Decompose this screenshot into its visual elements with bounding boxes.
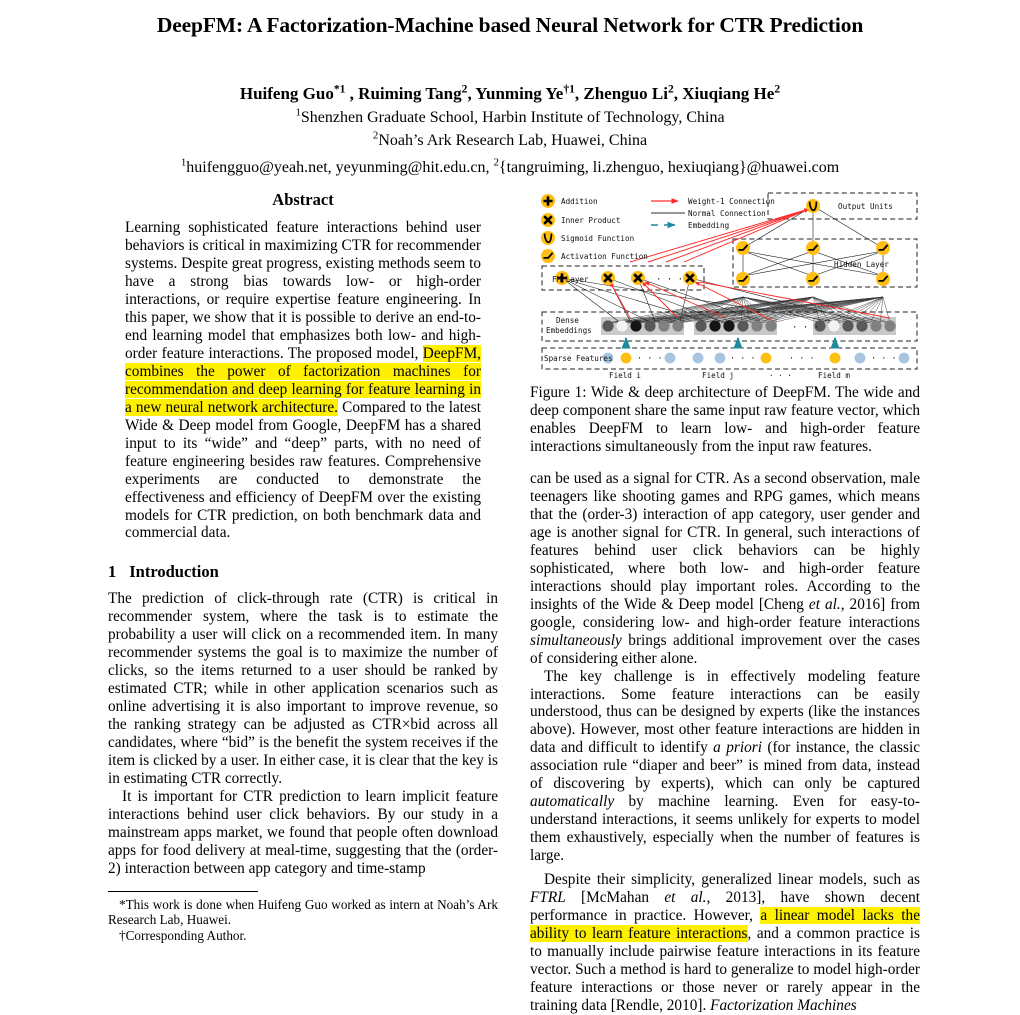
label-fm-layer: FM Layer	[552, 275, 589, 284]
activation-circle-icon	[736, 241, 750, 255]
right-column	[530, 190, 920, 1013]
author-affil-marker: 2	[774, 82, 781, 96]
rp3-italic3: Factorization Machines	[710, 996, 857, 1014]
email-marker: 2	[493, 156, 499, 169]
label-field-m: Field m	[818, 371, 851, 380]
right-paragraph-1	[530, 470, 920, 668]
email-marker: 1	[180, 156, 187, 169]
rp2-c: by machine learning. Even for easy-to-understand interactions, it seems unlikely for experts to model them exhaustively, especially when the number of features is large.	[530, 793, 920, 865]
affil-marker: 1	[295, 106, 301, 119]
section-heading-introduction	[108, 562, 498, 582]
footnote-dagger: †Corresponding Author.	[119, 927, 247, 943]
author-affil-marker: 2	[667, 82, 674, 96]
author-list: Huifeng Guo$^{*1}$ , Ruiming Tang$^2$, Yunming Ye$^{\dagger 1}$, Zhenguo Li$^2$, Xiuqiang He$^2$	[239, 82, 781, 103]
left-column	[108, 190, 498, 1013]
rp2-italic: a priori	[713, 739, 762, 757]
legend-label-inner-product: Inner Product	[561, 216, 621, 225]
footnote-star: *This work is done when Huifeng Guo worked as intern at Noah’s Ark Research Lab, Huawei.	[108, 896, 498, 928]
times-circle-icon	[541, 213, 555, 227]
legend-label-sigmoid: Sigmoid Function	[561, 234, 635, 243]
deepfm-architecture-diagram	[530, 190, 920, 380]
svg-text:· · ·: · · ·	[637, 354, 663, 364]
abstract-highlight: DeepFM, combines the power of factorization machines for recommendation and deep learning for feature learning in a new neural network architecture.	[125, 344, 481, 416]
page-title: DeepFM: A Factorization-Machine based Neural Network for CTR Prediction	[156, 13, 864, 37]
rp3-d: , and a common practice is to manually include pairwise feature interactions in its feature vector. Such a method is hard to generalize to model high-order feature interactions or those never or rarely appear in the training data [Rendle, 2010].	[530, 925, 920, 1014]
author-affil-marker: *1	[333, 82, 346, 96]
author-emails: $^1$huifengguo@yeah.net, yeyunming@hit.edu.cn, $^2${tangruiming, li.zhenguo, hexiuqiang}@huawei.com	[180, 156, 840, 177]
times-circle-icon	[601, 271, 615, 285]
section-title: Introduction	[129, 562, 219, 582]
right-paragraph-3	[530, 871, 920, 1015]
label-output-units: Output Units	[838, 202, 893, 211]
svg-text:· · ·: · · ·	[789, 354, 815, 364]
times-circle-icon	[683, 271, 697, 285]
rp3-c: , 2013], have shown decent performance in practice. However,	[530, 889, 920, 925]
activation-circle-icon	[541, 249, 555, 263]
plus-circle-icon	[541, 194, 555, 208]
author-affil-marker: †1	[563, 82, 575, 96]
intro-paragraph-1: The prediction of click-through rate (CTR) is critical in recommender system, where the task is to estimate the probability a user will click on a recommended item. In many recommender systems the goal is to maximize the number of clicks, so the items returned to a user should be ranked by estimated CTR; while in other application scenarios such as online advertising it is also important to improve revenue, so the ranking strategy can be adjusted as CTR×bid across all candidates, where “bid” is the benefit the system receives if the item is clicked by a user. In either case, it is clear that the key is in estimating CTR correctly.	[108, 590, 498, 788]
rp3-italic2: et al.	[664, 889, 707, 907]
footnote-divider	[108, 891, 258, 892]
rp2-a: The key challenge is in effectively modeling feature interactions. Some feature interactions can be easily understood, thus can be designed by experts (like the instances above). However, most other feature interactions are hidden in data and difficult to identify	[530, 667, 920, 757]
embedding-arrows	[626, 338, 835, 346]
two-column-body	[0, 190, 1020, 1013]
legend-label-activation: Activation Function	[561, 252, 648, 261]
legend-label-addition: Addition	[561, 197, 598, 206]
rp1-italic2: simultaneously	[530, 631, 622, 649]
abstract-text-after: Compared to the latest Wide & Deep model from Google, DeepFM has a shared input to its “wide” and “deep” parts, with no need of feature engineering besides raw features. Comprehensive experiments are conducted to demonstrate the effectiveness and efficiency of DeepFM over the existing models for CTR prediction, on both benchmark data and commercial data.	[125, 398, 481, 542]
dense-ellipsis: · · ·	[792, 323, 820, 333]
rp3-italic: FTRL	[530, 889, 566, 907]
rp3-highlight: a linear model lacks the ability to learn feature interactions	[530, 907, 920, 943]
svg-text:· · ·: · · ·	[871, 354, 897, 364]
affil-marker: 2	[372, 129, 379, 142]
sigmoid-circle-icon	[541, 231, 555, 245]
label-sparse-features: Sparse Features	[544, 354, 613, 363]
title-block	[0, 0, 1020, 178]
rp2-b: (for instance, the classic association rule “diaper and beer” is mined from data, instead of discovering by experts), which can only be captured	[530, 739, 920, 793]
label-field-ellipsis: · · ·	[769, 371, 792, 380]
rp1-a: can be used as a signal for CTR. As a second observation, male teenagers like shooting games and RPG games, which means that the (order-3) interaction of app category, user gender and age is another signal for CTR. In general, such interactions of features behind user click behaviors can be highly sophisticated, where both low- and high-order feature interactions should play important roles. According to the insights of the Wide & Deep model [Cheng	[530, 469, 920, 613]
svg-text:· · ·: · · ·	[730, 354, 756, 364]
times-circle-icon	[631, 271, 645, 285]
abstract-text-before: Learning sophisticated feature interactions behind user behaviors is critical in maximizing CTR for recommender systems. Despite great progress, existing methods seem to have a strong bias towards low- or high-order interactions, or require expertise feature engineering. In this paper, we show that it is possible to derive an end-to-end learning model that emphasizes both low- and high-order feature interactions. The proposed model,	[125, 219, 481, 362]
abstract-body	[125, 219, 481, 542]
rp2-italic2: automatically	[530, 793, 615, 811]
legend-label-weight1: Weight-1 Connection	[688, 197, 775, 206]
legend-label-normal: Normal Connection	[688, 209, 766, 218]
rp1-italic: et al.	[808, 595, 841, 613]
author-affil-marker: 2	[461, 82, 468, 96]
activation-circle-icon	[876, 272, 890, 286]
activation-circle-icon	[876, 241, 890, 255]
activation-circle-icon	[736, 272, 750, 286]
label-dense-2: Embeddings	[546, 326, 592, 335]
affiliation-1: $^1$Shenzhen Graduate School, Harbin Institute of Technology, China	[295, 106, 725, 126]
abstract-heading: Abstract	[272, 190, 334, 209]
section-number: 1	[108, 562, 117, 582]
right-paragraph-2	[530, 668, 920, 866]
activation-circle-icon	[806, 272, 820, 286]
rp3-b: [McMahan	[565, 889, 665, 907]
rp1-c: brings additional improvement over the cases of considering either alone.	[530, 631, 920, 667]
affiliation-2: $^2$Noah’s Ark Research Lab, Huawei, China	[372, 129, 648, 150]
figure-1	[530, 190, 920, 456]
figure-legend-icons	[541, 194, 648, 263]
activation-circle-icon	[806, 241, 820, 255]
label-dense-1: Dense	[556, 316, 579, 325]
abstract-paragraph	[125, 219, 481, 542]
label-field-j: Field j	[702, 371, 735, 380]
rp3-a: Despite their simplicity, generalized linear models, such as	[544, 871, 920, 889]
label-hidden-layer: Hidden Layer	[834, 260, 889, 269]
label-field-i: Field i	[609, 371, 642, 380]
sigmoid-circle-icon	[806, 199, 820, 213]
rp1-b: , 2016] from google, considering low- and high-order feature interactions	[530, 595, 920, 631]
fm-ellipsis: · · ·	[656, 275, 684, 285]
legend-label-embedding: Embedding	[688, 221, 730, 230]
intro-paragraph-2: It is important for CTR prediction to learn implicit feature interactions behind user click behaviors. By our study in a mainstream apps market, we found that people often download apps for food delivery at meal-time, suggesting that the (order-2) interaction between app category and time-stamp	[108, 788, 498, 877]
figure-caption: Figure 1: Wide & deep architecture of DeepFM. The wide and deep component share the same input raw feature vector, which enables DeepFM to learn low- and high-order feature interactions simultaneously from the input raw features.	[530, 384, 920, 455]
